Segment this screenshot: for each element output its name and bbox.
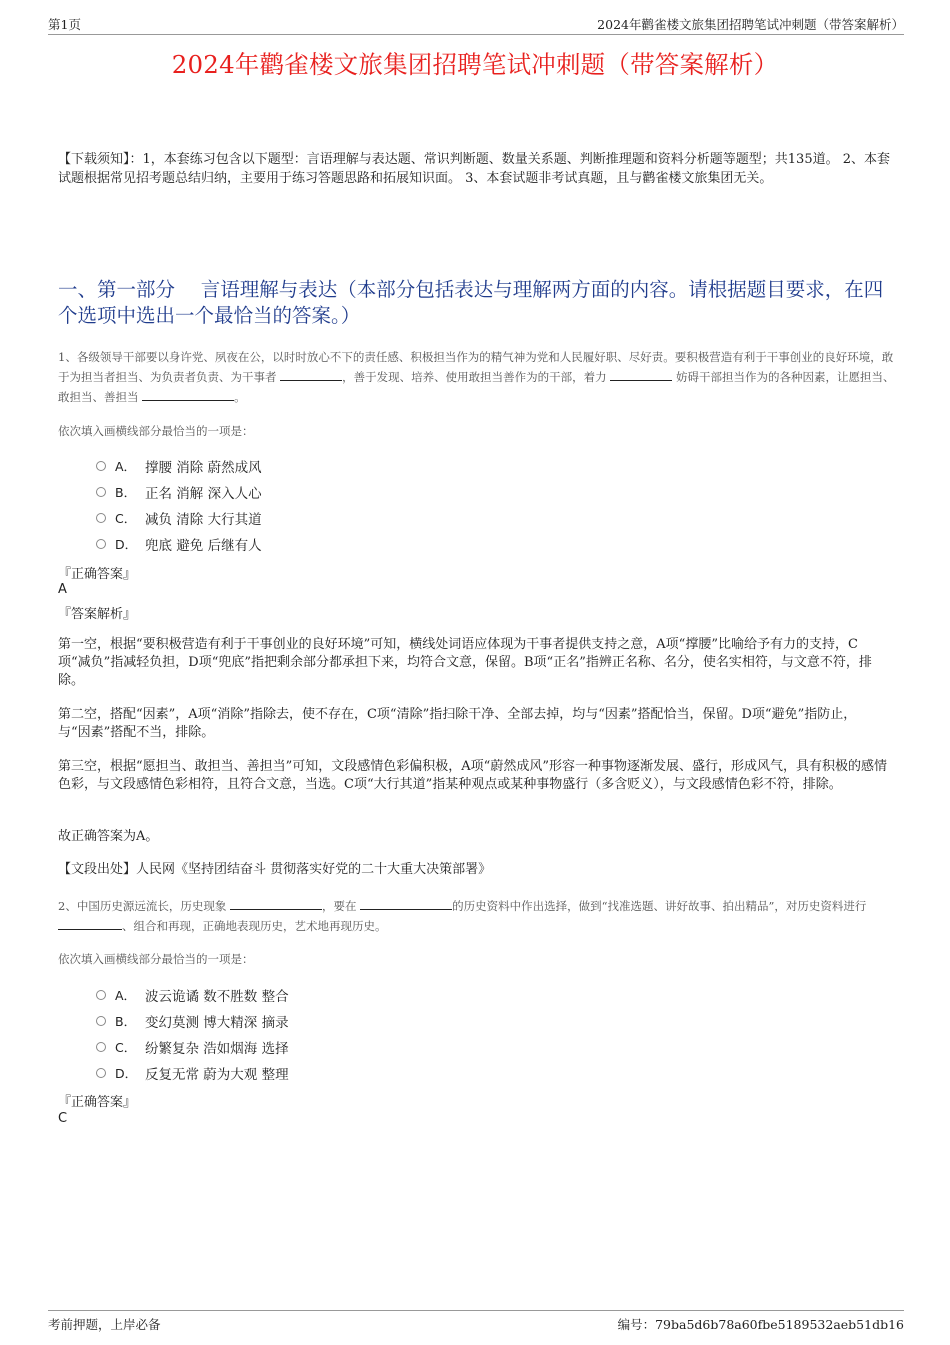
download-notice: 【下载须知】：1，本套练习包含以下题型：言语理解与表达题、常识判断题、数量关系题、判断推理题和资料分析题等题型；共135道。 2、本套试题根据常见招考题总结归纳，主要用于练习答题思路和拓展知识面。 3、本套试题非考试真题，且与鹳雀楼文旅集团无关。 <box>58 152 890 186</box>
question-1-analysis-label: 『答案解析』 <box>58 607 137 622</box>
question-2-option-b[interactable]: B． 变幻莫测 博大精深 摘录 <box>96 1008 289 1034</box>
question-2-blank-1 <box>230 897 322 910</box>
question-1-blank-1 <box>280 368 342 381</box>
radio-icon[interactable] <box>96 1016 106 1026</box>
question-1-blank-3 <box>142 388 234 401</box>
question-2-options <box>96 982 289 1086</box>
radio-icon[interactable] <box>96 513 106 523</box>
radio-icon[interactable] <box>96 1068 106 1078</box>
header-doc-title: 2024年鹳雀楼文旅集团招聘笔试冲刺题（带答案解析） <box>597 17 904 32</box>
footer-serial: 编号：79ba5d6b78a60fbe5189532aeb51db16 <box>617 1317 904 1332</box>
document-title: 2024年鹳雀楼文旅集团招聘笔试冲刺题（带答案解析） <box>171 50 779 79</box>
radio-icon[interactable] <box>96 539 106 549</box>
page-header <box>48 14 904 35</box>
analysis-paragraph-3: 第三空，根据“愿担当、敢担当、善担当”可知，文段感情色彩偏积极，A项“蔚然成风”形容一种事物逐渐发展、盛行，形成风气，具有积极的感情色彩，与文段感情色彩相符，且符合文意，当选。C项“大行其道”指某种观点或某种事物盛行（多含贬义），与文段感情色彩不符，排除。 <box>58 759 887 792</box>
question-1-blank-2 <box>610 368 672 381</box>
page-number: 第1页 <box>48 17 81 32</box>
question-2-blank-3 <box>58 917 122 930</box>
analysis-paragraph-1: 第一空，根据“要积极营造有利于干事创业的良好环境”可知，横线处词语应体现为干事者提供支持之意，A项“撑腰”比喻给予有力的支持，C项“减负”指减轻负担，D项“兜底”指把剩余部分都承担下来，均符合文意，保留。B项“正名”指辨正名称、名分，使名实相符，与文意不符，排除。 <box>58 637 872 688</box>
question-1-source: 【文段出处】人民网《坚持团结奋斗 贯彻落实好党的二十大重大决策部署》 <box>58 862 492 877</box>
question-1-answer: A <box>58 582 67 597</box>
question-2-stem: 2、中国历史源远流长，历史现象 ，要在 的历史资料中作出选择，做到“找准选题、讲好故事、拍出精品”，对历史资料进行 、组合和再现，正确地表现历史，艺术地再现历史。 <box>58 899 867 933</box>
section-heading: 一、第一部分 言语理解与表达（本部分包括表达与理解两方面的内容。请根据题目要求，在四个选项中选出一个最恰当的答案。） <box>58 278 884 327</box>
question-2-option-d[interactable]: D． 反复无常 蔚为大观 整理 <box>96 1060 289 1086</box>
radio-icon[interactable] <box>96 487 106 497</box>
question-2-option-c[interactable]: C． 纷繁复杂 浩如烟海 选择 <box>96 1034 289 1060</box>
question-2-option-a[interactable]: A． 波云诡谲 数不胜数 整合 <box>96 982 289 1008</box>
analysis-paragraph-2: 第二空，搭配“因素”，A项“消除”指除去，使不存在，C项“清除”指扫除干净、全部去掉，均与“因素”搭配恰当，保留。D项“避免”指防止，与“因素”搭配不当，排除。 <box>58 707 857 740</box>
question-2-prompt: 依次填入画横线部分最恰当的一项是： <box>58 952 254 966</box>
question-1-option-d[interactable]: D． 兜底 避免 后继有人 <box>96 531 262 557</box>
question-1-option-b[interactable]: B． 正名 消解 深入人心 <box>96 479 262 505</box>
question-1-answer-label: 『正确答案』 <box>58 567 137 582</box>
radio-icon[interactable] <box>96 1042 106 1052</box>
radio-icon[interactable] <box>96 990 106 1000</box>
question-1-option-a[interactable]: A． 撑腰 消除 蔚然成风 <box>96 453 262 479</box>
question-1-prompt: 依次填入画横线部分最恰当的一项是： <box>58 424 254 438</box>
question-1-stem: 1、各级领导干部要以身许党、夙夜在公，以时时放心不下的责任感、积极担当作为的精气神为党和人民履好职、尽好责。要积极营造有利于干事创业的良好环境，敢于为担当者担当、为负责者负责、为干事者 ，善于发现、培养、使用敢担当善作为的干部，着力 妨碍干部担当作为的各种因素，让愿担当、敢担当、善担当 。 <box>58 350 895 404</box>
analysis-conclusion: 故正确答案为A。 <box>58 829 159 844</box>
page-footer <box>48 1310 904 1333</box>
question-1-options <box>96 453 262 557</box>
question-1-option-c[interactable]: C． 减负 清除 大行其道 <box>96 505 262 531</box>
radio-icon[interactable] <box>96 461 106 471</box>
question-2-blank-2 <box>360 897 452 910</box>
question-2-answer: C <box>58 1111 68 1126</box>
question-2-answer-label: 『正确答案』 <box>58 1095 137 1110</box>
footer-slogan: 考前押题，上岸必备 <box>48 1317 161 1332</box>
